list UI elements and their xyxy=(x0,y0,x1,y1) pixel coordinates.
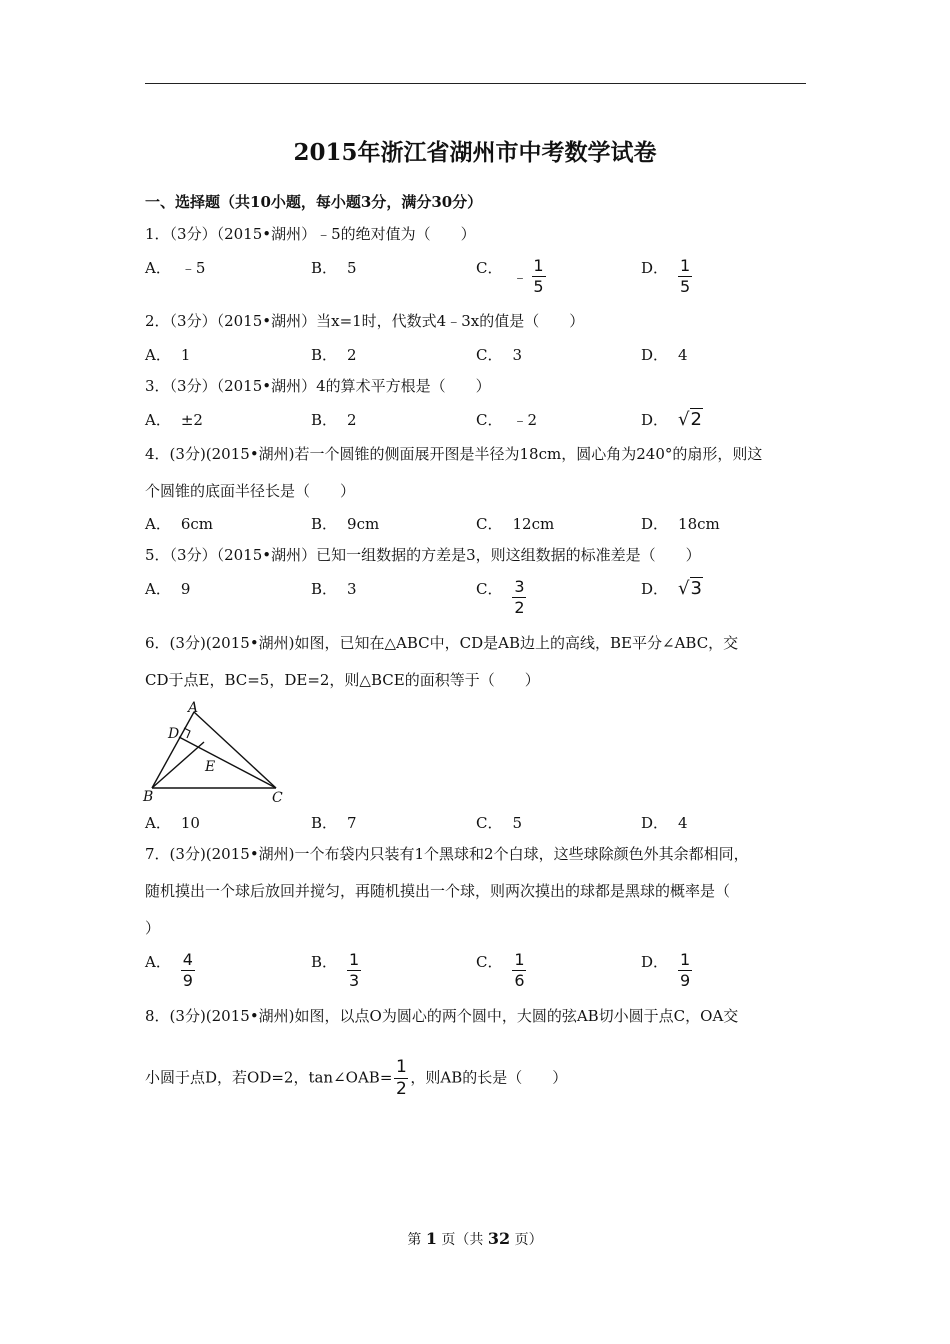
option-d: D． 4 xyxy=(641,346,688,364)
question-6-line-1: 6．(3分)(2015•湖州)如图，已知在△ABC中，CD是AB边上的高线，BE平分∠ABC，交 xyxy=(145,634,739,652)
sqrt-expression: √3 xyxy=(678,578,702,599)
question-7-options xyxy=(145,951,810,991)
option-c: C． ﹣ $\frac{1}{5}$ xyxy=(476,256,544,296)
question-4-line-1: 4．(3分)(2015•湖州)若一个圆锥的侧面展开图是半径为18cm，圆心角为240°的扇形，则这 xyxy=(145,445,763,463)
option-a: A． ±2 xyxy=(145,411,203,429)
segment-cd xyxy=(179,737,276,788)
option-c: C． $\frac{3}{2}$ xyxy=(476,577,525,617)
option-b: B． 7 xyxy=(311,814,357,832)
label-d: D xyxy=(168,726,180,742)
section-heading: 一、选择题（共10小题，每小题3分，满分30分） xyxy=(145,193,483,211)
option-a: A． ﹣5 xyxy=(145,259,206,277)
question-5: 5．（3分）（2015•湖州）已知一组数据的方差是3，则这组数据的标准差是（ ） xyxy=(145,546,701,564)
option-a: A． 1 xyxy=(145,346,191,364)
question-7-line-3: ） xyxy=(145,919,161,937)
page-footer: 第 1 页（共 32 页） xyxy=(407,1229,543,1248)
question-8-line-1: 8．(3分)(2015•湖州)如图，以点O为圆心的两个圆中，大圆的弦AB切小圆于点C，OA交 xyxy=(145,1007,739,1025)
option-a: A． 9 xyxy=(145,580,191,598)
option-c: C． $\frac{1}{6}$ xyxy=(476,950,525,990)
question-1: 1．（3分）（2015•湖州）﹣5的绝对值为（ ） xyxy=(145,225,476,243)
option-d: D． 18cm xyxy=(641,515,720,533)
fraction: $\frac{1}{6}$ xyxy=(514,950,525,990)
option-b: B． 2 xyxy=(311,411,357,429)
fraction: $\frac{3}{2}$ xyxy=(514,577,525,617)
label-b: B xyxy=(143,789,154,805)
option-b: B． 3 xyxy=(311,580,357,598)
option-b: B． 2 xyxy=(311,346,357,364)
option-c: C． 5 xyxy=(476,814,523,832)
option-d: D． 4 xyxy=(641,814,688,832)
question-5-options xyxy=(145,578,810,618)
option-d: D． √3 xyxy=(641,578,702,599)
option-a: A． 10 xyxy=(145,814,200,832)
fraction: $\frac{4}{9}$ xyxy=(182,950,193,990)
triangle-figure xyxy=(142,700,292,810)
question-1-options xyxy=(145,257,810,297)
question-2: 2．（3分）（2015•湖州）当x=1时，代数式4﹣3x的值是（ ） xyxy=(145,312,585,330)
option-c: C． ﹣2 xyxy=(476,411,538,429)
segment-be xyxy=(152,742,204,788)
fraction: $\frac{1}{2}$ xyxy=(395,1057,407,1099)
option-b: B． $\frac{1}{3}$ xyxy=(311,950,360,990)
option-a: A． $\frac{4}{9}$ xyxy=(145,950,193,990)
question-4-line-2: 个圆锥的底面半径长是（ ） xyxy=(145,482,356,500)
option-a: A． 6cm xyxy=(145,515,214,533)
page-title: 2015年浙江省湖州市中考数学试卷 xyxy=(293,139,657,166)
sqrt-expression: √2 xyxy=(678,409,702,430)
question-3: 3．（3分）（2015•湖州）4的算术平方根是（ ） xyxy=(145,377,491,395)
label-a: A xyxy=(188,700,199,716)
question-7-line-2: 随机摸出一个球后放回并搅匀，再随机摸出一个球，则两次摸出的球都是黑球的概率是（ xyxy=(145,882,731,900)
label-e: E xyxy=(205,759,216,775)
segment-ba xyxy=(152,712,194,788)
question-7-line-1: 7．(3分)(2015•湖州)一个布袋内只装有1个黑球和2个白球，这些球除颜色外其余都相同， xyxy=(145,845,749,863)
label-c: C xyxy=(272,790,283,806)
question-8-line-2: 小圆于点D，若OD=2，tan∠OAB= $\frac{1}{2}$ ，则AB的长是（ ） xyxy=(145,1057,568,1099)
fraction: $\frac{1}{3}$ xyxy=(348,950,360,990)
question-6-line-2: CD于点E，BC=5，DE=2，则△BCE的面积等于（ ） xyxy=(145,671,540,689)
option-d: D． √2 xyxy=(641,409,702,430)
option-b: B． 5 xyxy=(311,259,357,277)
option-c: C． 3 xyxy=(476,346,523,364)
option-d: D． $\frac{1}{9}$ xyxy=(641,950,691,990)
fraction: $\frac{1}{9}$ xyxy=(679,950,691,990)
fraction: $\frac{1}{5}$ xyxy=(679,256,691,296)
option-d: D． $\frac{1}{5}$ xyxy=(641,256,691,296)
fraction: $\frac{1}{5}$ xyxy=(533,256,544,296)
segment-ac xyxy=(194,712,276,788)
option-c: C． 12cm xyxy=(476,515,555,533)
option-b: B． 9cm xyxy=(311,515,380,533)
header-rule xyxy=(145,83,806,84)
